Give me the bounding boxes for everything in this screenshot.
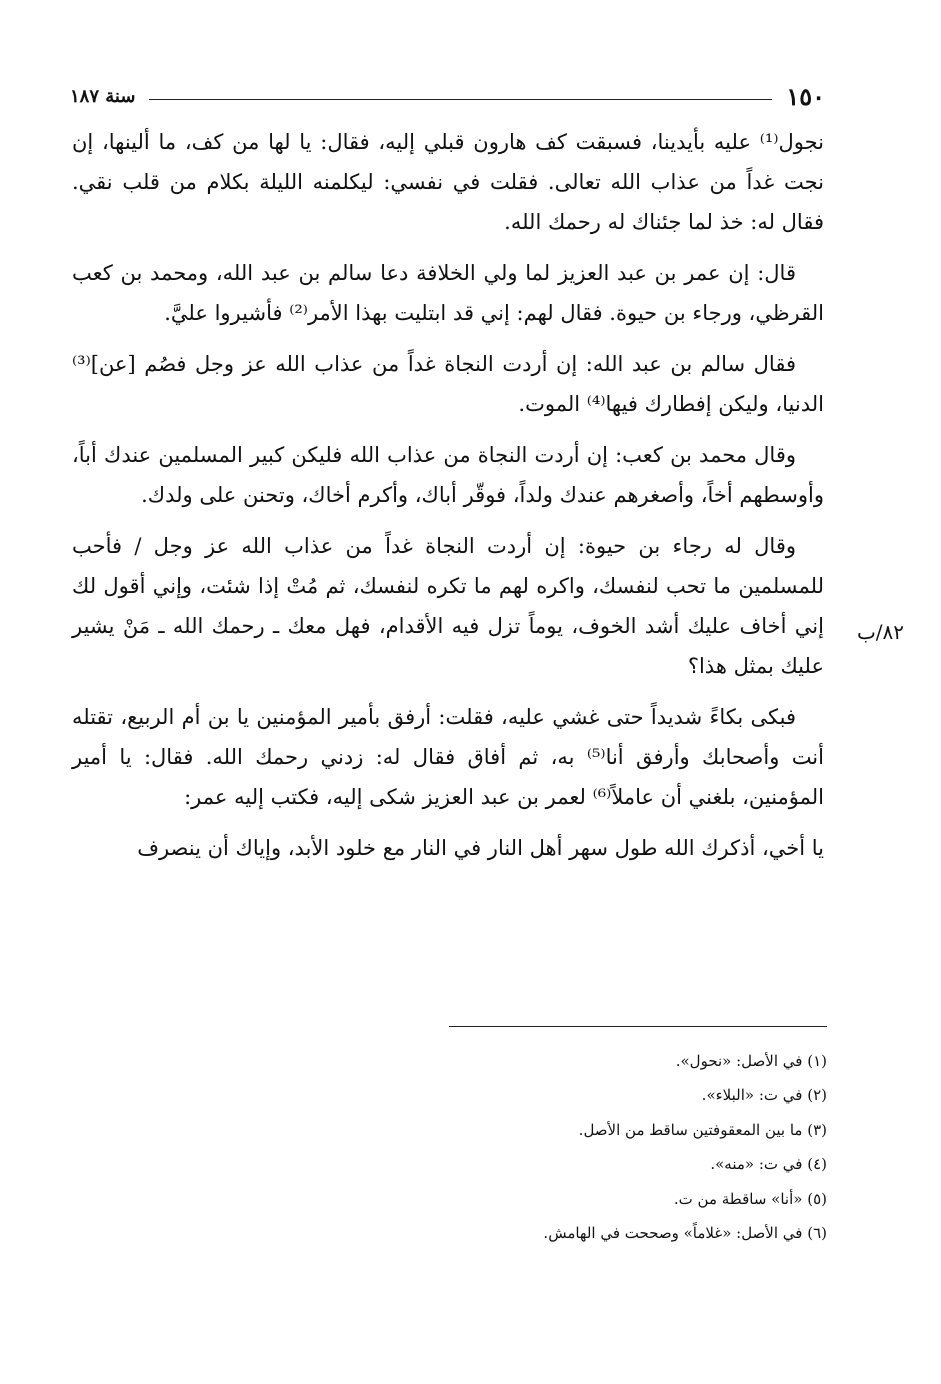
paragraph: يا أخي، أذكرك الله طول سهر أهل النار في النار مع خلود الأبد، وإياك أن ينصرف <box>137 836 824 860</box>
footnote: (١) في الأصل: «نحول». <box>675 1052 827 1070</box>
paragraph: فقال سالم بن عبد الله: إن أردت النجاة غداً من عذاب الله عز وجل فصُم [عن]⁽³⁾ الدنيا، وليكن إفطارك فيها⁽⁴⁾ الموت. <box>72 352 824 416</box>
marginal-folio-note: ٨٢/ب <box>856 620 904 644</box>
paragraph: نجول⁽¹⁾ عليه بأيدينا، فسبقت كف هارون قبلي إليه، فقال: يا لها من كف، ما ألينها، إن نجت غداً من عذاب الله تعالى. فقلت في نفسي: ليكلمنه الليلة بكلام من قلب نقي. فقال له: خذ لما جئناك له رحمك الله. <box>72 130 824 234</box>
footnote: (٤) في ت: «منه». <box>710 1155 827 1174</box>
header-rule <box>149 99 772 100</box>
paragraph: فبكى بكاءً شديداً حتى غشي عليه، فقلت: أرفق بأمير المؤمنين يا بن أم الربيع، تقتله أنت وأصحابك وأرفق أنا⁽⁵⁾ به، ثم أفاق فقال له: زدني رحمك الله. فقال: يا أمير المؤمنين، بلغني أن عاملاً⁽⁶⁾ لعمر بن عبد العزيز شكى إليه، فكتب إليه عمر: <box>72 705 824 809</box>
paragraph: وقال له رجاء بن حيوة: إن أردت النجاة غداً من عذاب الله عز وجل / فأحب للمسلمين ما تحب لنفسك، واكره لهم ما تكره لنفسك، ثم مُتْ إذا شئت، وإني أقول لك إني أخاف عليك أشد الخوف، يوماً تزل فيه الأقدام، فهل معك ـ رحمك الله ـ مَنْ يشير عليك بمثل هذا؟ <box>72 534 824 678</box>
footnotes <box>380 1044 827 1250</box>
paragraph: وقال محمد بن كعب: إن أردت النجاة من عذاب الله فليكن كبير المسلمين عندك أباً، وأوسطهم أخاً، وأصغرهم عندك ولداً، فوقّر أباك، وأكرم أخاك، وتحنن على ولدك. <box>72 443 824 507</box>
page-number: ١٥٠ <box>786 81 825 111</box>
footnote: (٣) ما بين المعقوفتين ساقط من الأصل. <box>578 1120 827 1139</box>
footnote-separator <box>449 1026 827 1027</box>
main-text <box>72 122 824 879</box>
footnote: (٥) «أنا» ساقطة من ت. <box>673 1189 827 1208</box>
footnote: (٦) في الأصل: «غلاماً» وصححت في الهامش. <box>543 1224 827 1243</box>
year-label: سنة ١٨٧ <box>70 85 136 107</box>
page-header <box>70 78 825 114</box>
footnote: (٢) في ت: «البلاء». <box>701 1086 827 1105</box>
paragraph: قال: إن عمر بن عبد العزيز لما ولي الخلافة دعا سالم بن عبد الله، ومحمد بن كعب القرظي، ورجاء بن حيوة. فقال لهم: إني قد ابتليت بهذا الأمر⁽²⁾ فأشيروا عليَّ. <box>72 261 824 325</box>
